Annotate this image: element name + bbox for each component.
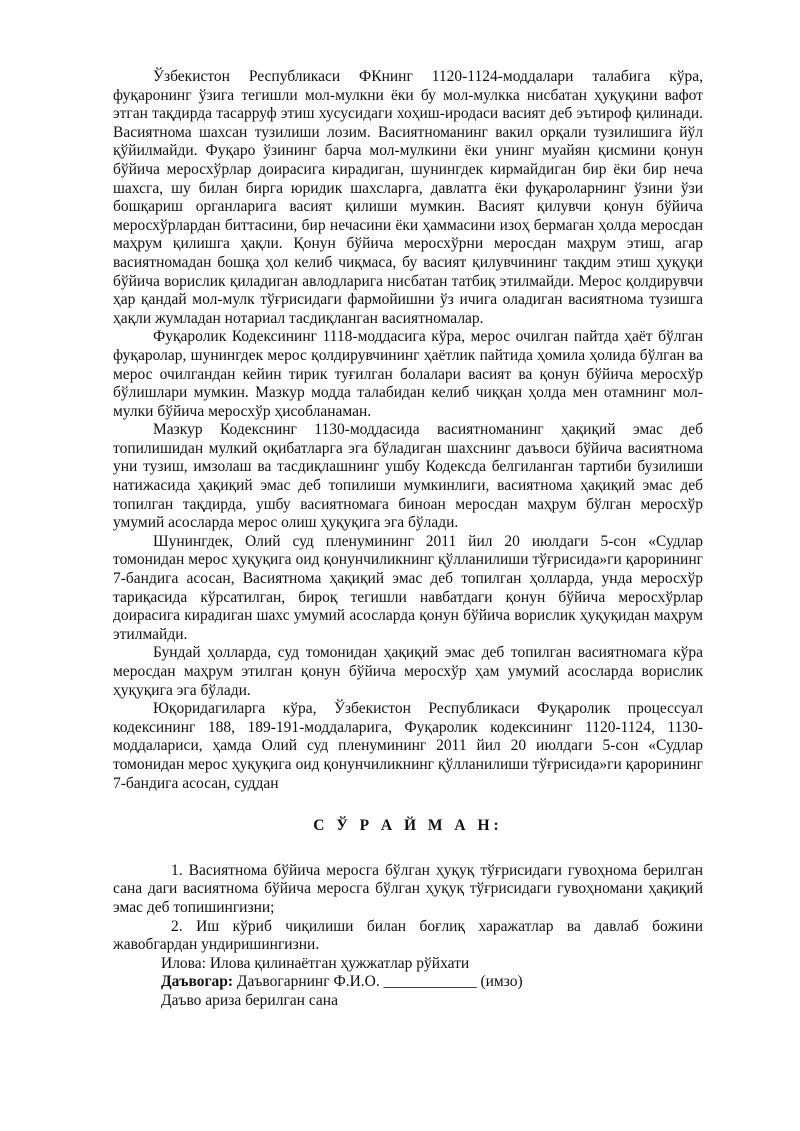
paragraph-plenum-resolution: Шунингдек, Олий суд пленумининг 2011 йил 20 июлдаги 5-сон «Судлар томонидан мерос ҳуқуқига оид қонунчиликнинг қўлланилиши тўғрисида»ги қарорининг 7-бандига асосан, Васиятнома ҳақиқий эмас деб топилган ҳолларда, унда меросхўр тариқасида кўрсатилган, бироқ тегишли навбатдаги қонун бўйича меросхўрлар доирасига кирадиган шахс умумий асосларда қонун бўйича ворислик ҳуқуқидан маҳрум этилмайди.	[113, 532, 703, 643]
paragraph-such-cases: Бундай ҳолларда, суд томонидан ҳақиқий эмас деб топилган васиятномага кўра меросдан маҳрум этилган қонун бўйича меросхўр ҳам умумий асосларда ворислик ҳуқуқига эга бўлади.	[113, 644, 703, 699]
paragraph-will-definition: Ўзбекистон Республикаси ФКнинг 1120-1124-моддалари талабига кўра, фуқаронинг ўзига тегишли мол-мулкни ёки бу мол-мулкка нисбатан ҳуқуқини вафот этган тақдирда тасарруф этиш хусусидаги хоҳиш-иродаси васият деб эътироф қилинади. Васиятнома шахсан тузилиши лозим. Васиятноманинг вакил орқали тузилишига йўл қўйилмайди. Фуқаро ўзининг барча мол-мулкини ёки унинг муайян қисмини қонун бўйича меросхўрлар доирасига кирадиган, шунингдек кирмайдиган бир ёки бир неча шахсга, шу билан бирга юридик шахсларга, давлатга ёки фуқароларнинг ўзини ўзи бошқариш органларига васият қилиши мумкин. Васият қилувчи қонун бўйича меросхўрлардан биттасини, бир нечасини ёки ҳаммасини изоҳ бермаган ҳолда меросдан маҳрум қилишга ҳақли. Қонун бўйича меросхўрни меросдан маҳрум этиш, агар васиятномадан бошқа ҳол келиб чиқмаса, бу васият қилувчининг тақдим этиш ҳуқуқи бўйича ворислик қиладиган авлодларига нисбатан татбиқ этилмайди. Мерос қолдирувчи ҳар қандай мол-мулк тўғрисидаги фармойишни ўз ичига оладиган васиятнома тузишга ҳақли жумладан нотариал тасдиқланган васиятномалар.	[113, 68, 703, 327]
request-heading: С Ў Р А Й М А Н:	[313, 817, 503, 835]
paragraph-heirs: Фуқаролик Кодексининг 1118-моддасига кўра, мерос очилган пайтда ҳаёт бўлган фуқаролар, шунингдек мерос қолдирувчининг ҳаётлик пайтида ҳомила ҳолида бўлган ва мерос очилгандан кейин тирик туғилган болалари васият ва қонун бўйича меросхўр бўлишлари мумкин. Мазкур модда талабидан келиб чиққан ҳолда мен отамнинг мол-мулки бўйича меросхўр ҳисобланаман.	[113, 328, 703, 420]
paragraph-invalid-will: Мазкур Кодекснинг 1130-моддасида васиятноманинг ҳақиқий эмас деб топилишидан мулкий оқибатларга эга бўладиган шахснинг даъвоси бўйича васиятнома уни тузиш, имзолаш ва тасдиқлашнинг ушбу Кодексда белгиланган тартиби бузилиши натижасида ҳақиқий эмас деб топилиши мумкинлиги, васиятнома ҳақиқий эмас деб топилган тақдирда, ушбу васиятномага биноан меросдан маҳрум бўлган меросхўр умумий асосларда мерос олиш ҳуқуқига эга бўлади.	[113, 421, 703, 532]
filing-date-line: Даъво ариза берилган сана	[161, 991, 338, 1009]
attachments-line: Илова: Илова қилинаётган ҳужжатлар рўйхати	[161, 954, 470, 972]
request-item-1: 1. Васиятнома бўйича меросга бўлган ҳуқуқ тўғрисидаги гувоҳнома берилган сана даги васиятнома бўйича меросга бўлган ҳуқуқ тўғрисидаги гувоҳномани ҳақиқий эмас деб топишингизни;	[113, 861, 703, 916]
paragraph-based-on: Юқоридагиларга кўра, Ўзбекистон Республикаси Фуқаролик процессуал кодексининг 188, 189-191-моддаларига, Фуқаролик кодексининг 1120-1124, 1130-моддалариси, ҳамда Олий суд пленумининг 2011 йил 20 июлдаги 5-сон «Судлар томонидан мерос ҳуқуқига оид қонунчиликнинг қўлланилиши тўғрисида»ги қарорининг 7-бандига асосан, суддан	[113, 700, 703, 792]
document-page	[113, 68, 703, 1011]
request-item-2: 2. Иш кўриб чиқилиши билан боғлиқ харажатлар ва давлаб божини жавобгардан ундиришингизни.	[113, 917, 703, 954]
plaintiff-label: Даъвогар:	[161, 973, 234, 991]
plaintiff-value: Даъвогарнинг Ф.И.О. ____________ (имзо)	[236, 973, 523, 991]
plaintiff-line	[113, 973, 703, 992]
